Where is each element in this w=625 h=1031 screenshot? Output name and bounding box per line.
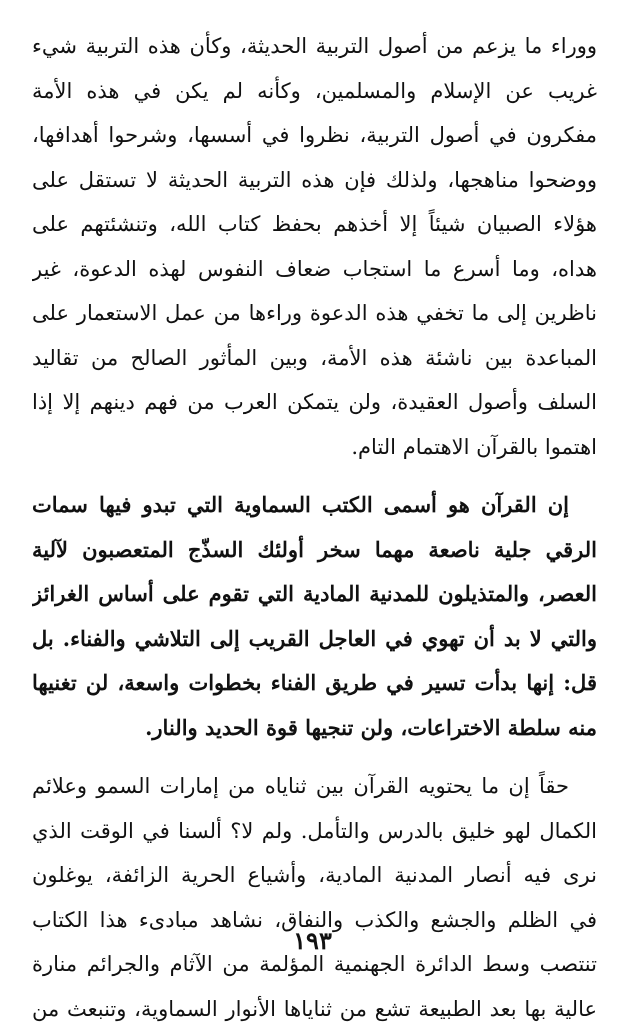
text-line: إن القرآن هو أسمى الكتب السماوية التي تبدو فيها سمات — [32, 483, 597, 528]
text-line: حقاً إن ما يحتويه القرآن بين ثناياه من إمارات السمو وعلائم — [32, 764, 597, 809]
page-body — [32, 24, 597, 1031]
text-line: مفكرون في أصول التربية، نظروا في أسسها، وشرحوا أهدافها، — [32, 113, 597, 158]
paragraph-1 — [32, 24, 597, 469]
text-line: المباعدة بين ناشئة هذه الأمة، وبين المأثور الصالح من تقاليد — [32, 336, 597, 381]
text-line: قل: إنها بدأت تسير في طريق الفناء بخطوات واسعة، لن تغنيها — [32, 661, 597, 706]
paragraph-spacer — [32, 750, 597, 764]
text-line: غريب عن الإسلام والمسلمين، وكأنه لم يكن في هذه الأمة — [32, 69, 597, 114]
text-line: العصر، والمتذيلون للمدنية المادية التي تقوم على أساس الغرائز — [32, 572, 597, 617]
paragraph-spacer — [32, 469, 597, 483]
text-line: في الظلم والجشع والكذب والنفاق، نشاهد مبادىء هذا الكتاب — [32, 898, 597, 943]
text-line: والتي لا بد أن تهوي في العاجل القريب إلى التلاشي والفناء. بل — [32, 617, 597, 662]
page-number: ١٩٣ — [0, 926, 625, 955]
text-line: ووضحوا مناهجها، ولذلك فإن هذه التربية الحديثة لا تستقل على — [32, 158, 597, 203]
text-line: السلف وأصول العقيدة، ولن يتمكن العرب من فهم دينهم إلا إذا — [32, 380, 597, 425]
paragraph-2-bold — [32, 483, 597, 750]
text-line-last: منه سلطة الاختراعات، ولن تنجيها قوة الحديد والنار. — [32, 706, 597, 751]
text-line: هؤلاء الصبيان شيئاً إلا أخذهم بحفظ كتاب الله، وتنشئتهم على — [32, 202, 597, 247]
text-line: ناظرين إلى ما تخفي هذه الدعوة وراءها من عمل الاستعمار على — [32, 291, 597, 336]
text-line: تنتصب وسط الدائرة الجهنمية المؤلمة من الآثام والجرائم منارة — [32, 942, 597, 987]
text-line: هداه، وما أسرع ما استجاب ضعاف النفوس لهذه الدعوة، غير — [32, 247, 597, 292]
text-line-last: اهتموا بالقرآن الاهتمام التام. — [32, 425, 597, 470]
text-line: عالية بها بعد الطبيعة تشع من ثناياها الأنوار السماوية، وتنبعث من — [32, 987, 597, 1031]
text-line: الرقي جلية ناصعة مهما سخر أولئك السذّج المتعصبون لآلية — [32, 528, 597, 573]
paragraph-3 — [32, 764, 597, 1031]
text-line: الكمال لهو خليق بالدرس والتأمل. ولم لا؟ ألسنا في الوقت الذي — [32, 809, 597, 854]
text-line: ووراء ما يزعم من أصول التربية الحديثة، وكأن هذه التربية شيء — [32, 24, 597, 69]
text-line: نرى فيه أنصار المدنية المادية، وأشياع الحرية الزائفة، يوغلون — [32, 853, 597, 898]
